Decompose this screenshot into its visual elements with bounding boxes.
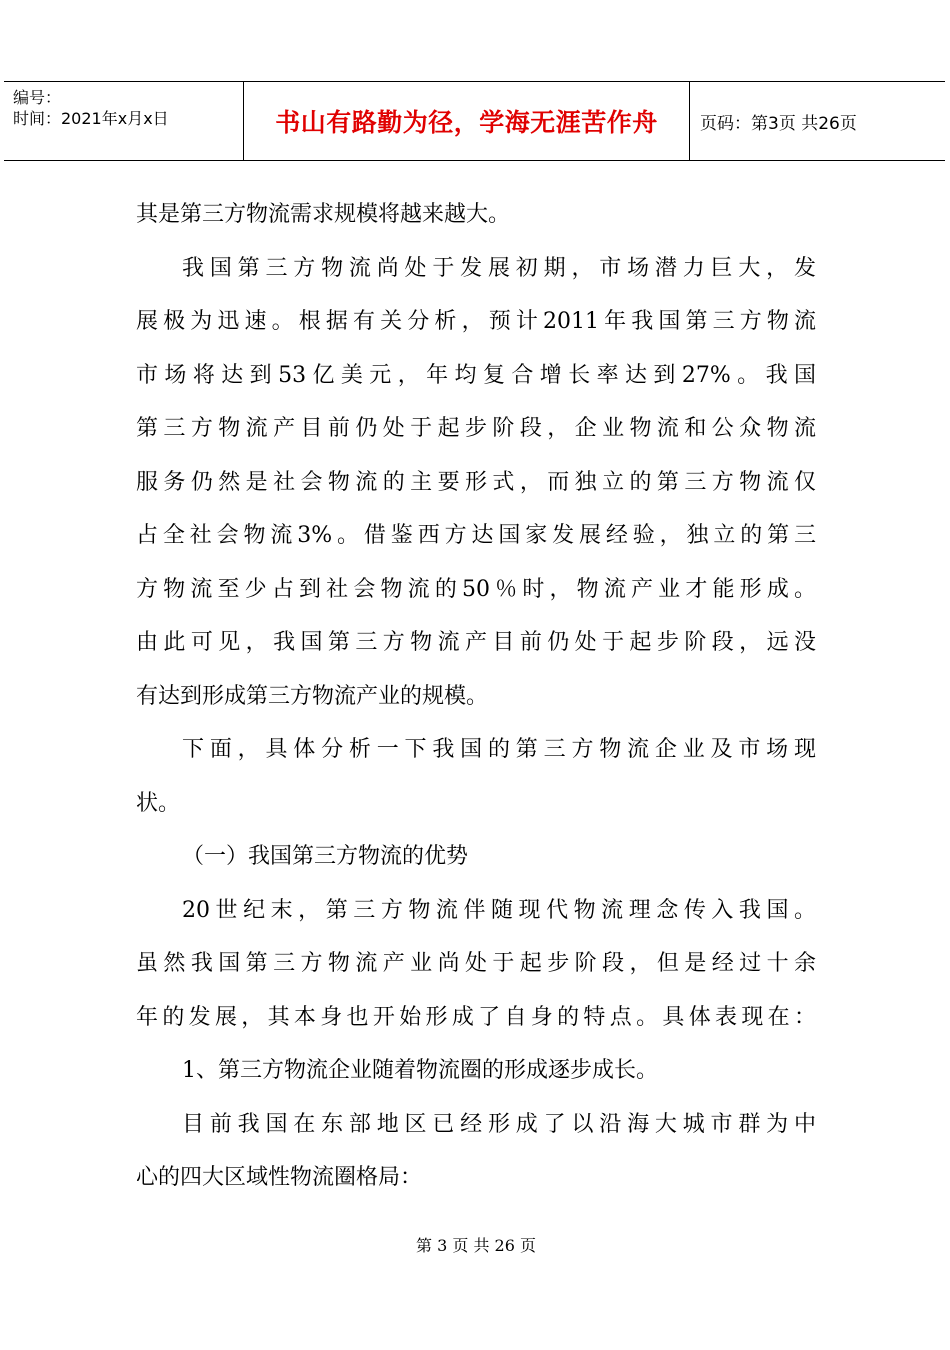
body-line: 第三方物流产目前仍处于起步阶段，企业物流和公众物流 — [136, 416, 816, 441]
body-line: 下面，具体分析一下我国的第三方物流企业及市场现 — [182, 737, 816, 762]
body-line: 其是第三方物流需求规模将越来越大。 — [136, 202, 511, 227]
body-line: 状。 — [136, 790, 181, 816]
footer-page-number: 第 3 页 共 26 页 — [416, 1236, 536, 1255]
header-page-info: 页码：第3页 共26页 — [700, 113, 857, 134]
body-line: 占全社会物流3%。借鉴西方达国家发展经验，独立的第三 — [136, 523, 816, 548]
body-line: 虽然我国第三方物流产业尚处于起步阶段，但是经过十余 — [136, 951, 816, 976]
body-line: 年的发展，其本身也开始形成了自身的特点。具体表现在： — [136, 1004, 816, 1030]
page-footer — [0, 1233, 950, 1256]
body-line: 心的四大区域性物流圈格局： — [136, 1165, 423, 1190]
body-line: 展极为迅速。根据有关分析，预计2011年我国第三方物流 — [136, 309, 816, 334]
body-line: 有达到形成第三方物流产业的规模。 — [136, 683, 489, 709]
header-motto: 书山有路勤为径，学海无涯苦作舟 — [275, 108, 658, 137]
body-line: 20世纪末，第三方物流伴随现代物流理念传入我国。 — [182, 897, 816, 923]
body-line: 市场将达到53亿美元，年均复合增长率达到27%。我国 — [136, 362, 816, 388]
body-line: 目前我国在东部地区已经形成了以沿海大城市群为中 — [182, 1111, 816, 1137]
header-page-cell — [690, 82, 945, 160]
body-line: 1、第三方物流企业随着物流圈的形成逐步成长。 — [182, 1058, 658, 1083]
body-line: 服务仍然是社会物流的主要形式，而独立的第三方物流仅 — [136, 469, 816, 495]
body-line: 我国第三方物流尚处于发展初期，市场潜力巨大，发 — [182, 255, 816, 281]
section-heading: （一）我国第三方物流的优势 — [182, 844, 469, 869]
header-meta-cell — [4, 82, 244, 160]
page-header — [4, 81, 945, 161]
document-time-label: 时间：2021年x月x日 — [13, 109, 169, 128]
body-line: 由此可见，我国第三方物流产目前仍处于起步阶段，远没 — [136, 630, 816, 655]
body-line: 方物流至少占到社会物流的50％时，物流产业才能形成。 — [136, 576, 816, 602]
header-motto-cell — [244, 82, 690, 160]
document-number-label: 编号： — [13, 88, 62, 107]
document-body — [136, 188, 816, 1205]
